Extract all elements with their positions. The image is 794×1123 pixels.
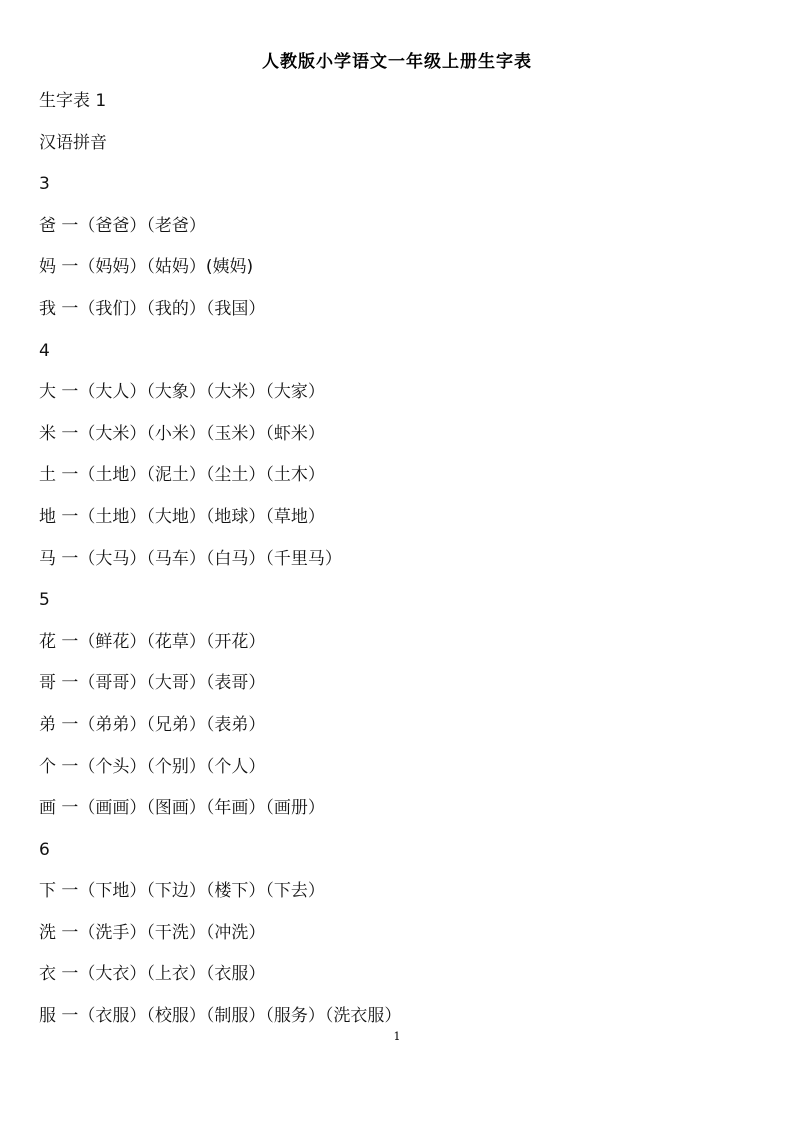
- section-heading: 生字表 1: [39, 91, 107, 111]
- lesson-number: 5: [39, 590, 50, 611]
- vocab-line: 妈 一（妈妈）（姑妈）(姨妈): [39, 257, 254, 278]
- page-number: 1: [393, 1030, 401, 1043]
- vocab-line: 米 一（大米）（小米）（玉米）（虾米）: [39, 423, 325, 444]
- vocab-line: 大 一（大人）（大象）（大米）（大家）: [39, 382, 325, 403]
- vocab-line: 土 一（土地）（泥土）（尘土）（土木）: [39, 465, 325, 486]
- vocab-line: 马 一（大马）（马车）（白马）（千里马）: [39, 548, 342, 569]
- section-subheading: 汉语拼音: [39, 132, 107, 153]
- lesson-number: 4: [39, 340, 50, 361]
- vocab-line: 画 一（画画）（图画）（年画）（画册）: [39, 798, 325, 819]
- document-title: 人教版小学语文一年级上册生字表: [262, 52, 532, 72]
- vocab-line: 爸 一（爸爸）（老爸）: [39, 215, 206, 236]
- vocab-line: 花 一（鲜花）（花草）（开花）: [39, 631, 266, 652]
- vocab-line: 衣 一（大衣）（上衣）（衣服）: [39, 964, 266, 985]
- vocab-line: 洗 一（洗手）（干洗）（冲洗）: [39, 922, 266, 943]
- vocab-line: 服 一（衣服）（校服）（制服）（服务）（洗衣服）: [39, 1006, 402, 1027]
- lesson-number: 3: [39, 174, 50, 195]
- lesson-number: 6: [39, 839, 50, 860]
- vocab-line: 哥 一（哥哥）（大哥）（表哥）: [39, 673, 266, 694]
- vocabulary-list: [39, 87, 759, 1044]
- vocab-line: 地 一（土地）（大地）（地球）（草地）: [39, 506, 325, 527]
- vocab-line: 个 一（个头）（个别）（个人）: [39, 756, 266, 777]
- vocab-line: 我 一（我们）（我的）（我国）: [39, 298, 266, 319]
- vocab-line: 弟 一（弟弟）（兄弟）（表弟）: [39, 714, 266, 735]
- vocab-line: 下 一（下地）（下边）（楼下）（下去）: [39, 881, 325, 902]
